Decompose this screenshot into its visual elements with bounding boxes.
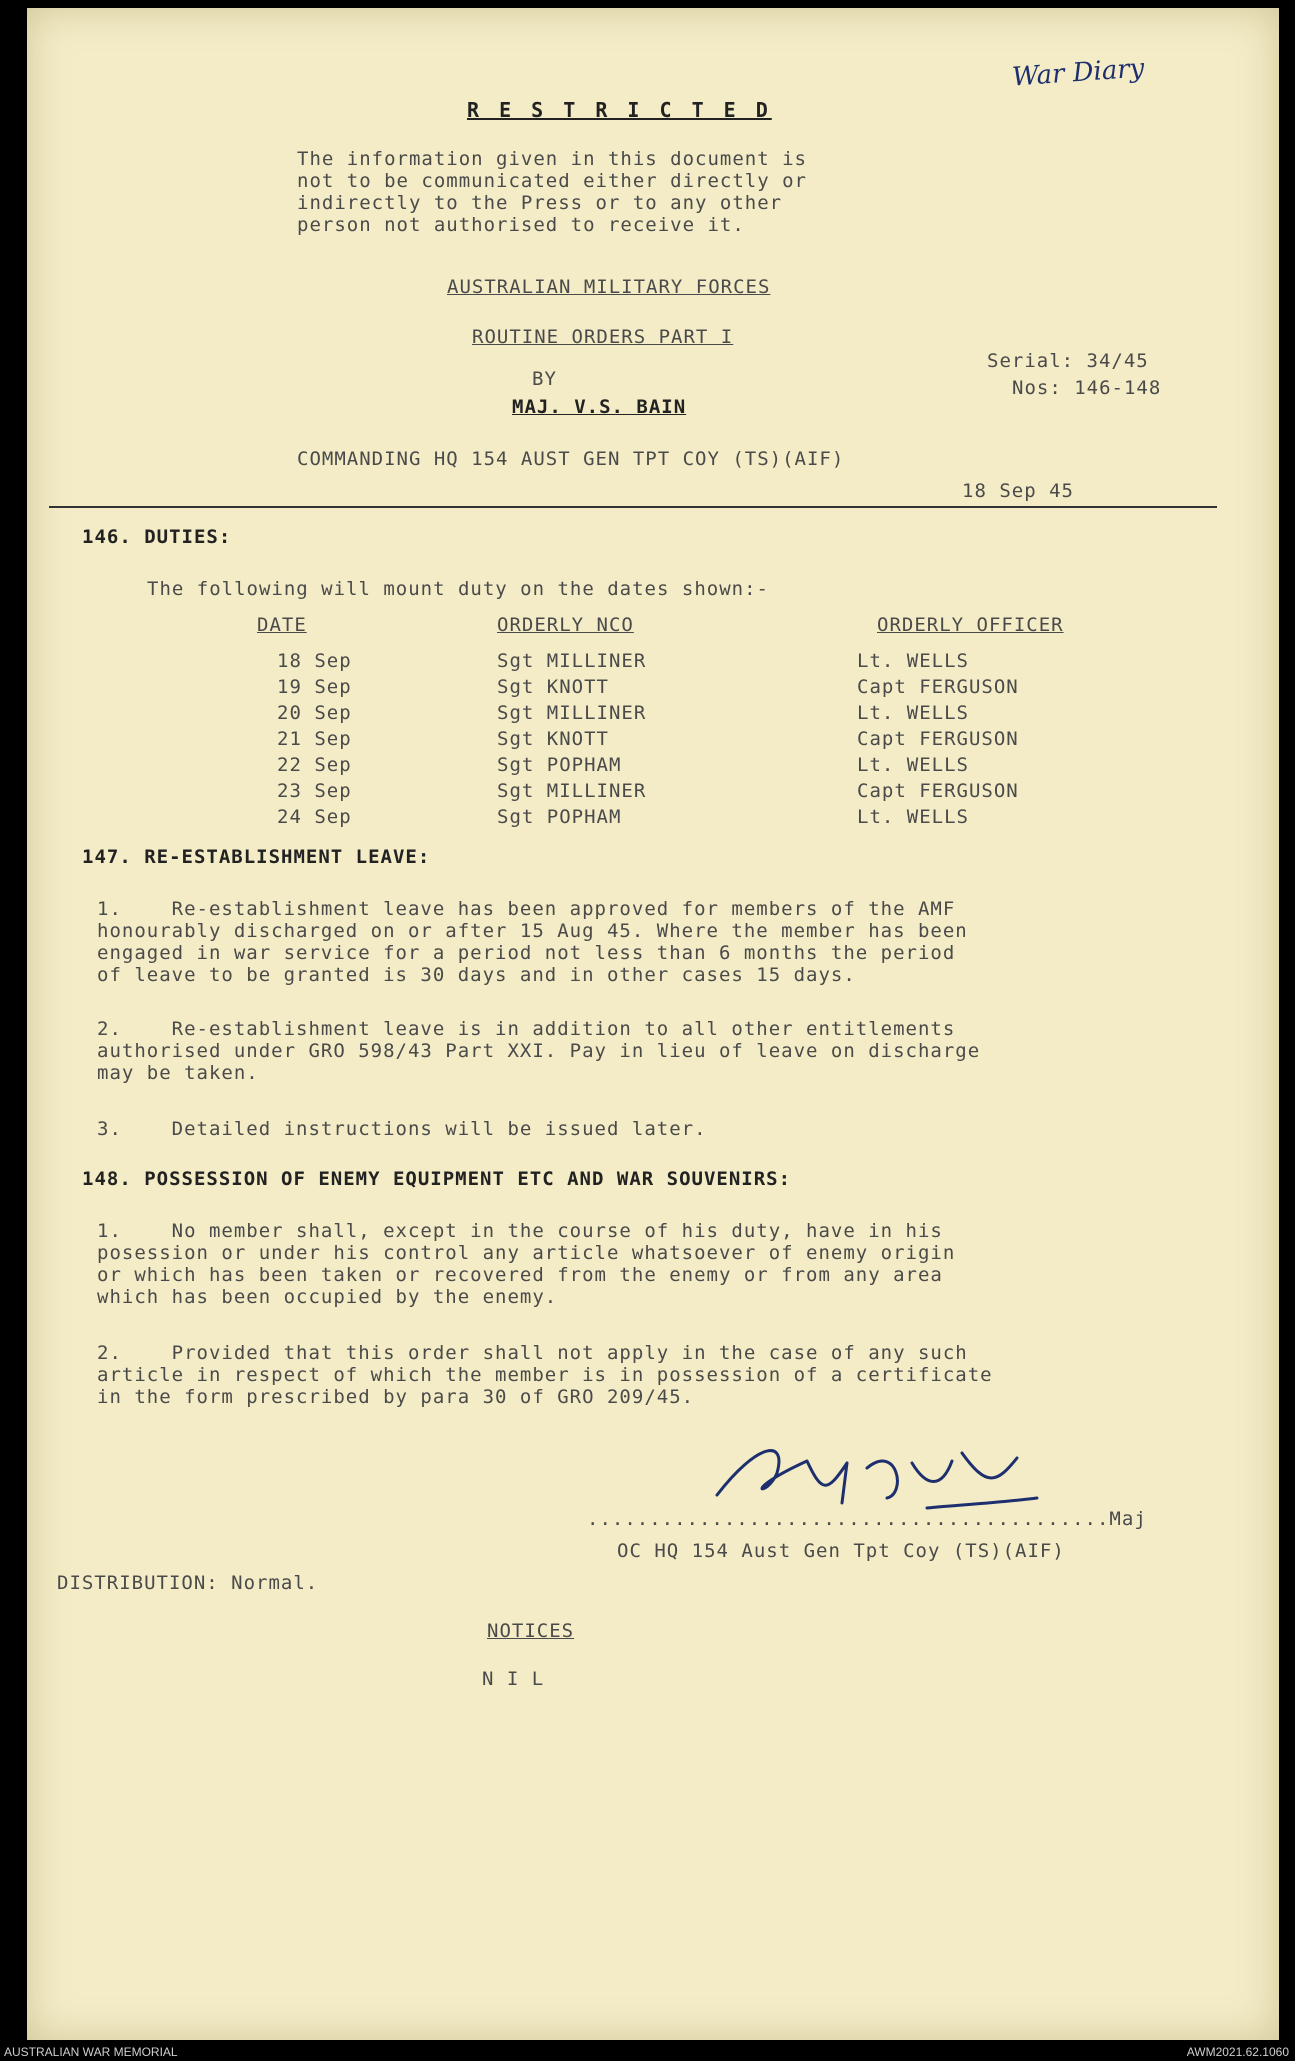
date-cell: 22 Sep: [277, 754, 352, 776]
force-heading: AUSTRALIAN MILITARY FORCES: [447, 276, 771, 298]
handwritten-note: War Diary: [1011, 53, 1146, 93]
table-header-row: [247, 614, 1147, 650]
distribution: DISTRIBUTION: Normal.: [57, 1572, 319, 1594]
section-147-heading: 147. RE-ESTABLISHMENT LEAVE:: [82, 846, 431, 868]
officer-cell: Lt. WELLS: [857, 702, 969, 724]
security-warning: [297, 148, 807, 236]
paragraph-line: 2. Provided that this order shall not apply in the case of any such: [97, 1342, 968, 1364]
signature-line: ..........................................Maj: [587, 1508, 1147, 1530]
paragraph-line: authorised under GRO 598/43 Part XXI. Pay in lieu of leave on discharge: [97, 1040, 981, 1062]
date-cell: 23 Sep: [277, 780, 352, 802]
equipment-paragraph-1: [97, 1220, 955, 1308]
table-row: [247, 728, 1147, 754]
duty-roster-table: [247, 614, 1147, 832]
leave-paragraph-2: [97, 1018, 980, 1084]
order-numbers: Nos: 146-148: [1012, 377, 1162, 399]
date-cell: 18 Sep: [277, 650, 352, 672]
date-cell: 20 Sep: [277, 702, 352, 724]
paragraph-line: of leave to be granted is 30 days and in other cases 15 days.: [97, 964, 856, 986]
table-row: [247, 702, 1147, 728]
warning-line: not to be communicated either directly or: [297, 170, 807, 192]
section-146-heading: 146. DUTIES:: [82, 526, 232, 548]
officer-cell: Capt FERGUSON: [857, 728, 1019, 750]
date-cell: 24 Sep: [277, 806, 352, 828]
paragraph-line: engaged in war service for a period not less than 6 months the period: [97, 942, 956, 964]
paragraph-line: 2. Re-establishment leave is in addition to all other entitlements: [97, 1018, 956, 1040]
nco-cell: Sgt POPHAM: [497, 806, 622, 828]
nco-cell: Sgt MILLINER: [497, 650, 647, 672]
footer-credit: AUSTRALIAN WAR MEMORIAL: [4, 2045, 178, 2059]
duties-intro: The following will mount duty on the dates shown:-: [147, 578, 769, 600]
paragraph-line: honourably discharged on or after 15 Aug 45. Where the member has been: [97, 920, 968, 942]
column-header-nco: ORDERLY NCO: [497, 614, 634, 636]
nco-cell: Sgt KNOTT: [497, 676, 609, 698]
nco-cell: Sgt POPHAM: [497, 754, 622, 776]
notices-body: N I L: [482, 1668, 545, 1690]
warning-line: person not authorised to receive it.: [297, 214, 745, 236]
column-header-date: DATE: [257, 614, 307, 636]
signature-block: OC HQ 154 Aust Gen Tpt Coy (TS)(AIF): [617, 1540, 1065, 1562]
by-line: BY: [532, 368, 557, 390]
nco-cell: Sgt KNOTT: [497, 728, 609, 750]
table-row: [247, 650, 1147, 676]
officer-cell: Capt FERGUSON: [857, 780, 1019, 802]
order-date: 18 Sep 45: [962, 480, 1074, 502]
commanding-officer: MAJ. V.S. BAIN: [512, 396, 687, 418]
paragraph-line: 1. No member shall, except in the course of his duty, have in his: [97, 1220, 943, 1242]
orders-title: ROUTINE ORDERS PART I: [472, 326, 734, 348]
paragraph-line: in the form prescribed by para 30 of GRO 209/45.: [97, 1386, 695, 1408]
date-cell: 21 Sep: [277, 728, 352, 750]
section-148-heading: 148. POSSESSION OF ENEMY EQUIPMENT ETC AND WAR SOUVENIRS:: [82, 1168, 792, 1190]
paragraph-line: or which has been taken or recovered from the enemy or from any area: [97, 1264, 943, 1286]
warning-line: The information given in this document is: [297, 148, 807, 170]
paragraph-line: 1. Re-establishment leave has been approved for members of the AMF: [97, 898, 956, 920]
date-cell: 19 Sep: [277, 676, 352, 698]
paragraph-line: which has been occupied by the enemy.: [97, 1286, 558, 1308]
leave-paragraph-3: 3. Detailed instructions will be issued later.: [97, 1118, 707, 1140]
column-header-officer: ORDERLY OFFICER: [877, 614, 1064, 636]
document-page: [27, 8, 1279, 2040]
officer-cell: Capt FERGUSON: [857, 676, 1019, 698]
table-row: [247, 754, 1147, 780]
footer-accession-number: AWM2021.62.1060: [1186, 2045, 1289, 2059]
paragraph-line: posession or under his control any article whatsoever of enemy origin: [97, 1242, 956, 1264]
equipment-paragraph-2: [97, 1342, 993, 1408]
paragraph-line: article in respect of which the member is in possession of a certificate: [97, 1364, 993, 1386]
table-body: [247, 650, 1147, 832]
classification-marking: R E S T R I C T E D: [467, 98, 772, 122]
header-divider: [49, 506, 1217, 508]
officer-cell: Lt. WELLS: [857, 806, 969, 828]
nco-cell: Sgt MILLINER: [497, 780, 647, 802]
serial-number: Serial: 34/45: [987, 350, 1149, 372]
table-row: [247, 780, 1147, 806]
officer-cell: Lt. WELLS: [857, 754, 969, 776]
notices-heading: NOTICES: [487, 1620, 575, 1642]
table-row: [247, 676, 1147, 702]
unit-name: COMMANDING HQ 154 AUST GEN TPT COY (TS)(AIF): [297, 448, 845, 470]
officer-cell: Lt. WELLS: [857, 650, 969, 672]
leave-paragraph-1: [97, 898, 968, 986]
table-row: [247, 806, 1147, 832]
nco-cell: Sgt MILLINER: [497, 702, 647, 724]
warning-line: indirectly to the Press or to any other: [297, 192, 783, 214]
paragraph-line: may be taken.: [97, 1062, 259, 1084]
